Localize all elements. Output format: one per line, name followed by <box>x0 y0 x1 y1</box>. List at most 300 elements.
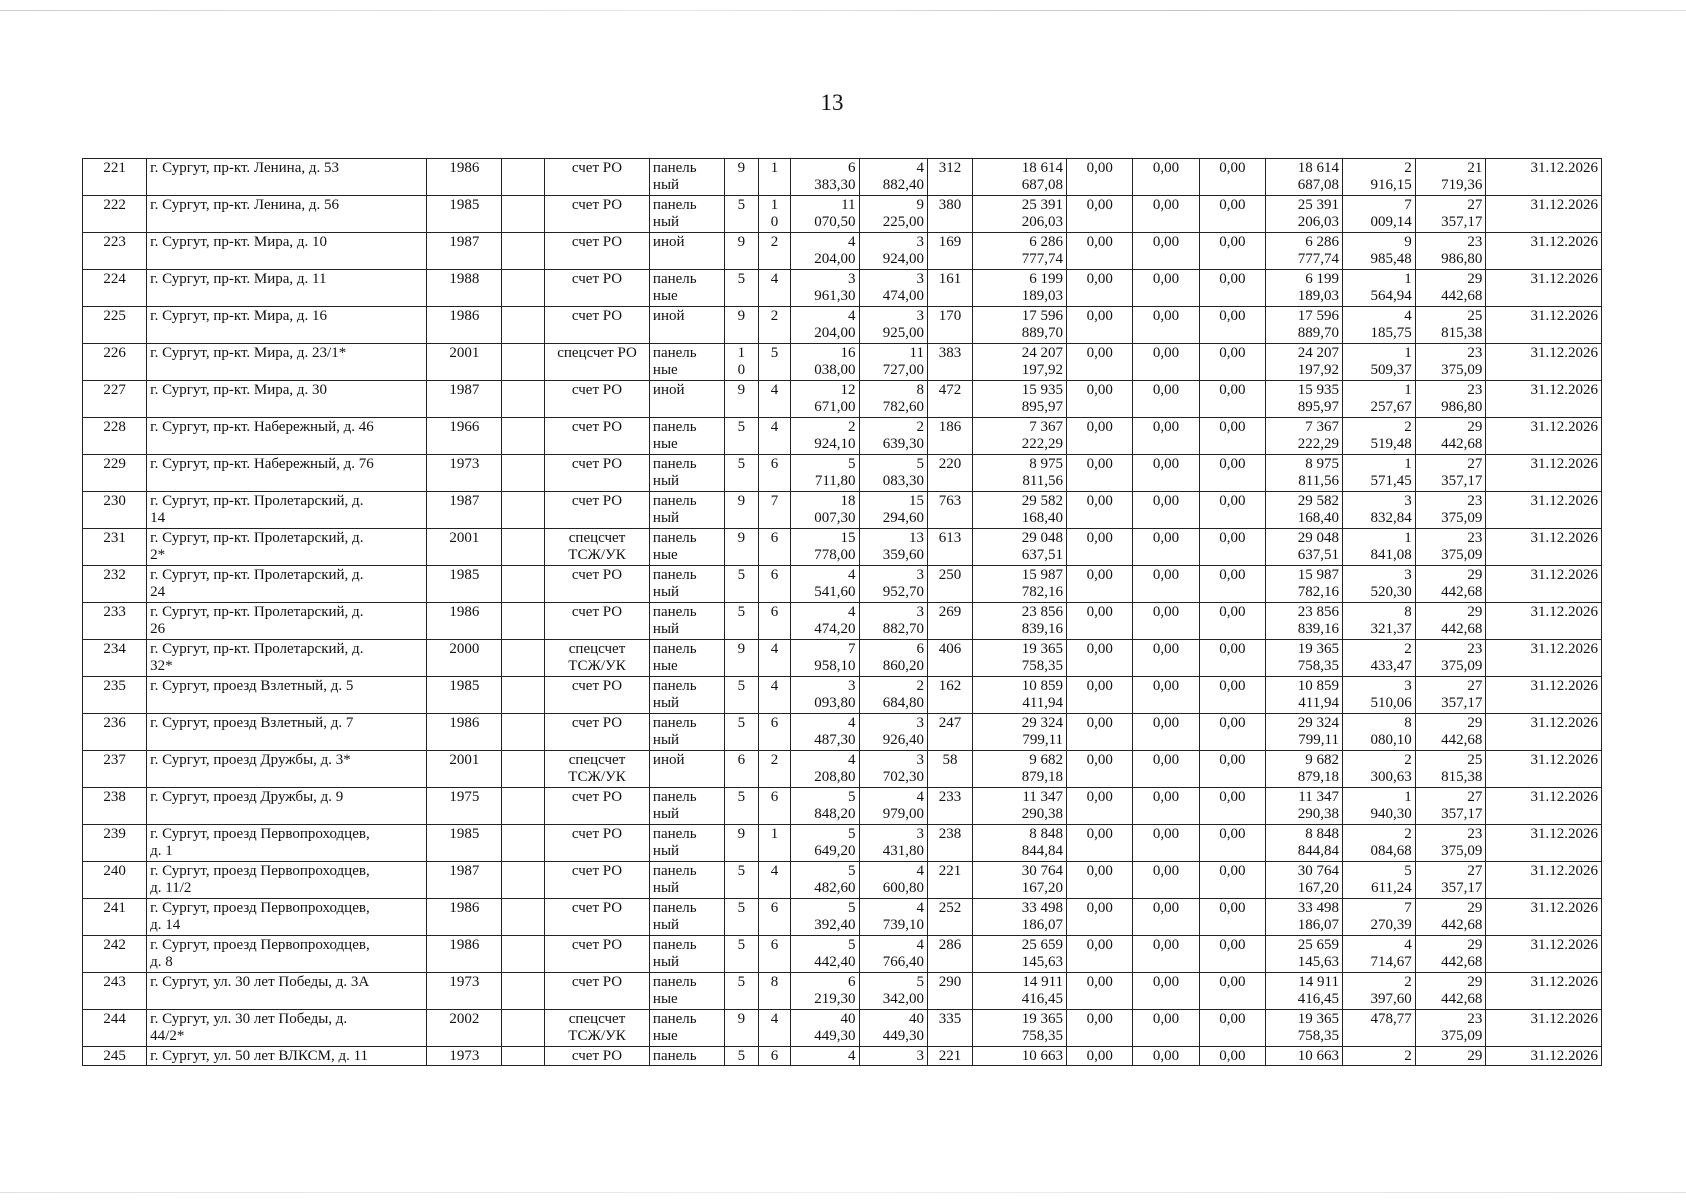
year-cell: 1973 <box>427 1047 502 1066</box>
cost-regional-cell: 0,00 <box>1133 529 1199 566</box>
cost-federal-cell: 0,00 <box>1067 899 1133 936</box>
cost-federal-cell: 0,00 <box>1067 640 1133 677</box>
entrances-cell: 2 <box>759 233 791 270</box>
address-cell: г. Сургут, проезд Взлетный, д. 5 <box>147 677 427 714</box>
living-area-cell: 8 782,60 <box>859 381 927 418</box>
living-area-cell: 3 <box>859 1047 927 1066</box>
fund-account-cell: счет РО <box>545 788 650 825</box>
total-area-cell: 40 449,30 <box>791 1010 859 1047</box>
cost-federal-cell: 0,00 <box>1067 270 1133 307</box>
entrances-cell: 6 <box>759 714 791 751</box>
entrances-cell: 4 <box>759 381 791 418</box>
cost-regional-cell: 0,00 <box>1133 566 1199 603</box>
fund-account-cell: счет РО <box>545 418 650 455</box>
deadline-cell: 31.12.2026 <box>1486 159 1602 196</box>
max-unit-cost-cell: 25 815,38 <box>1415 751 1486 788</box>
residents-cell: 220 <box>928 455 973 492</box>
cost-total-cell: 7 367 222,29 <box>972 418 1066 455</box>
cost-owners-cell: 24 207 197,92 <box>1265 344 1342 381</box>
total-area-cell: 4 208,80 <box>791 751 859 788</box>
cost-owners-cell: 7 367 222,29 <box>1265 418 1342 455</box>
cost-total-cell: 30 764 167,20 <box>972 862 1066 899</box>
wall-material-cell: панель ный <box>649 788 724 825</box>
unit-cost-cell: 1 509,37 <box>1343 344 1416 381</box>
floors-cell: 9 <box>724 640 758 677</box>
table-row <box>83 529 1602 566</box>
cost-federal-cell: 0,00 <box>1067 677 1133 714</box>
cost-owners-cell: 10 859 411,94 <box>1265 677 1342 714</box>
total-area-cell: 5 482,60 <box>791 862 859 899</box>
blank-cell <box>502 1047 545 1066</box>
fund-account-cell: счет РО <box>545 677 650 714</box>
unit-cost-cell: 2 300,63 <box>1343 751 1416 788</box>
address-cell: г. Сургут, пр-кт. Мира, д. 23/1* <box>147 344 427 381</box>
fund-account-cell: счет РО <box>545 862 650 899</box>
blank-cell <box>502 381 545 418</box>
year-cell: 1986 <box>427 307 502 344</box>
entrances-cell: 1 0 <box>759 196 791 233</box>
blank-cell <box>502 1010 545 1047</box>
year-cell: 1986 <box>427 159 502 196</box>
unit-cost-cell: 4 185,75 <box>1343 307 1416 344</box>
cost-local-cell: 0,00 <box>1199 973 1265 1010</box>
entrances-cell: 4 <box>759 640 791 677</box>
cost-federal-cell: 0,00 <box>1067 344 1133 381</box>
unit-cost-cell: 3 510,06 <box>1343 677 1416 714</box>
year-cell: 1987 <box>427 862 502 899</box>
row-number-cell: 234 <box>83 640 147 677</box>
year-cell: 1985 <box>427 196 502 233</box>
max-unit-cost-cell: 29 442,68 <box>1415 270 1486 307</box>
total-area-cell: 4 <box>791 1047 859 1066</box>
living-area-cell: 40 449,30 <box>859 1010 927 1047</box>
unit-cost-cell: 2 433,47 <box>1343 640 1416 677</box>
deadline-cell: 31.12.2026 <box>1486 973 1602 1010</box>
cost-local-cell: 0,00 <box>1199 936 1265 973</box>
cost-regional-cell: 0,00 <box>1133 677 1199 714</box>
year-cell: 2001 <box>427 751 502 788</box>
wall-material-cell: панель ный <box>649 862 724 899</box>
fund-account-cell: счет РО <box>545 455 650 492</box>
living-area-cell: 3 925,00 <box>859 307 927 344</box>
cost-total-cell: 10 663 <box>972 1047 1066 1066</box>
cost-local-cell: 0,00 <box>1199 714 1265 751</box>
fund-account-cell: спецсчет ТСЖ/УК <box>545 640 650 677</box>
entrances-cell: 4 <box>759 677 791 714</box>
year-cell: 1985 <box>427 677 502 714</box>
floors-cell: 6 <box>724 751 758 788</box>
table-row <box>83 1010 1602 1047</box>
residents-cell: 186 <box>928 418 973 455</box>
cost-total-cell: 29 048 637,51 <box>972 529 1066 566</box>
living-area-cell: 3 924,00 <box>859 233 927 270</box>
max-unit-cost-cell: 29 442,68 <box>1415 714 1486 751</box>
wall-material-cell: панель ные <box>649 270 724 307</box>
cost-total-cell: 19 365 758,35 <box>972 640 1066 677</box>
row-number-cell: 230 <box>83 492 147 529</box>
wall-material-cell: панель ный <box>649 825 724 862</box>
cost-total-cell: 25 391 206,03 <box>972 196 1066 233</box>
cost-local-cell: 0,00 <box>1199 344 1265 381</box>
table-row <box>83 492 1602 529</box>
residents-cell: 162 <box>928 677 973 714</box>
year-cell: 1985 <box>427 825 502 862</box>
entrances-cell: 6 <box>759 603 791 640</box>
cost-owners-cell: 17 596 889,70 <box>1265 307 1342 344</box>
cost-total-cell: 8 975 811,56 <box>972 455 1066 492</box>
fund-account-cell: спецсчет ТСЖ/УК <box>545 529 650 566</box>
entrances-cell: 6 <box>759 1047 791 1066</box>
cost-owners-cell: 29 048 637,51 <box>1265 529 1342 566</box>
unit-cost-cell: 8 080,10 <box>1343 714 1416 751</box>
cost-local-cell: 0,00 <box>1199 233 1265 270</box>
max-unit-cost-cell: 21 719,36 <box>1415 159 1486 196</box>
wall-material-cell: панель ный <box>649 492 724 529</box>
table-row <box>83 899 1602 936</box>
table-row <box>83 233 1602 270</box>
living-area-cell: 3 431,80 <box>859 825 927 862</box>
table-row <box>83 862 1602 899</box>
total-area-cell: 4 474,20 <box>791 603 859 640</box>
cost-total-cell: 33 498 186,07 <box>972 899 1066 936</box>
year-cell: 1988 <box>427 270 502 307</box>
residents-cell: 286 <box>928 936 973 973</box>
cost-federal-cell: 0,00 <box>1067 566 1133 603</box>
floors-cell: 5 <box>724 270 758 307</box>
fund-account-cell: счет РО <box>545 566 650 603</box>
cost-total-cell: 23 856 839,16 <box>972 603 1066 640</box>
living-area-cell: 4 979,00 <box>859 788 927 825</box>
cost-owners-cell: 23 856 839,16 <box>1265 603 1342 640</box>
floors-cell: 5 <box>724 677 758 714</box>
floors-cell: 9 <box>724 159 758 196</box>
deadline-cell: 31.12.2026 <box>1486 381 1602 418</box>
year-cell: 1975 <box>427 788 502 825</box>
deadline-cell: 31.12.2026 <box>1486 899 1602 936</box>
residents-cell: 312 <box>928 159 973 196</box>
total-area-cell: 12 671,00 <box>791 381 859 418</box>
cost-federal-cell: 0,00 <box>1067 307 1133 344</box>
deadline-cell: 31.12.2026 <box>1486 307 1602 344</box>
blank-cell <box>502 307 545 344</box>
cost-federal-cell: 0,00 <box>1067 862 1133 899</box>
floors-cell: 5 <box>724 899 758 936</box>
row-number-cell: 239 <box>83 825 147 862</box>
deadline-cell: 31.12.2026 <box>1486 640 1602 677</box>
deadline-cell: 31.12.2026 <box>1486 233 1602 270</box>
cost-regional-cell: 0,00 <box>1133 862 1199 899</box>
cost-regional-cell: 0,00 <box>1133 751 1199 788</box>
fund-account-cell: счет РО <box>545 492 650 529</box>
unit-cost-cell: 5 611,24 <box>1343 862 1416 899</box>
entrances-cell: 4 <box>759 270 791 307</box>
total-area-cell: 5 711,80 <box>791 455 859 492</box>
living-area-cell: 3 926,40 <box>859 714 927 751</box>
row-number-cell: 221 <box>83 159 147 196</box>
wall-material-cell: иной <box>649 751 724 788</box>
living-area-cell: 4 739,10 <box>859 899 927 936</box>
blank-cell <box>502 196 545 233</box>
table-row <box>83 307 1602 344</box>
max-unit-cost-cell: 27 357,17 <box>1415 196 1486 233</box>
cost-federal-cell: 0,00 <box>1067 714 1133 751</box>
cost-owners-cell: 11 347 290,38 <box>1265 788 1342 825</box>
residents-cell: 250 <box>928 566 973 603</box>
total-area-cell: 4 204,00 <box>791 307 859 344</box>
floors-cell: 5 <box>724 418 758 455</box>
cost-owners-cell: 19 365 758,35 <box>1265 1010 1342 1047</box>
residents-cell: 380 <box>928 196 973 233</box>
cost-regional-cell: 0,00 <box>1133 1010 1199 1047</box>
table-row <box>83 455 1602 492</box>
total-area-cell: 4 204,00 <box>791 233 859 270</box>
living-area-cell: 9 225,00 <box>859 196 927 233</box>
unit-cost-cell: 7 270,39 <box>1343 899 1416 936</box>
wall-material-cell: панель ный <box>649 159 724 196</box>
unit-cost-cell: 2 916,15 <box>1343 159 1416 196</box>
cost-owners-cell: 9 682 879,18 <box>1265 751 1342 788</box>
floors-cell: 9 <box>724 307 758 344</box>
cost-total-cell: 8 848 844,84 <box>972 825 1066 862</box>
cost-regional-cell: 0,00 <box>1133 270 1199 307</box>
cost-local-cell: 0,00 <box>1199 566 1265 603</box>
cost-local-cell: 0,00 <box>1199 492 1265 529</box>
address-cell: г. Сургут, ул. 30 лет Победы, д. 44/2* <box>147 1010 427 1047</box>
row-number-cell: 235 <box>83 677 147 714</box>
floors-cell: 9 <box>724 529 758 566</box>
cost-local-cell: 0,00 <box>1199 1010 1265 1047</box>
year-cell: 1987 <box>427 233 502 270</box>
address-cell: г. Сургут, пр-кт. Набережный, д. 46 <box>147 418 427 455</box>
housing-table <box>82 158 1602 1066</box>
max-unit-cost-cell: 29 442,68 <box>1415 899 1486 936</box>
cost-federal-cell: 0,00 <box>1067 418 1133 455</box>
wall-material-cell: панель ные <box>649 344 724 381</box>
cost-federal-cell: 0,00 <box>1067 455 1133 492</box>
blank-cell <box>502 714 545 751</box>
cost-total-cell: 19 365 758,35 <box>972 1010 1066 1047</box>
fund-account-cell: счет РО <box>545 936 650 973</box>
floors-cell: 9 <box>724 1010 758 1047</box>
address-cell: г. Сургут, пр-кт. Пролетарский, д. 24 <box>147 566 427 603</box>
cost-local-cell: 0,00 <box>1199 788 1265 825</box>
total-area-cell: 5 649,20 <box>791 825 859 862</box>
max-unit-cost-cell: 27 357,17 <box>1415 862 1486 899</box>
wall-material-cell: панель ные <box>649 529 724 566</box>
max-unit-cost-cell: 23 375,09 <box>1415 529 1486 566</box>
residents-cell: 169 <box>928 233 973 270</box>
entrances-cell: 6 <box>759 936 791 973</box>
address-cell: г. Сургут, пр-кт. Пролетарский, д. 14 <box>147 492 427 529</box>
cost-federal-cell: 0,00 <box>1067 159 1133 196</box>
fund-account-cell: спецсчет РО <box>545 344 650 381</box>
address-cell: г. Сургут, пр-кт. Мира, д. 30 <box>147 381 427 418</box>
cost-total-cell: 15 987 782,16 <box>972 566 1066 603</box>
deadline-cell: 31.12.2026 <box>1486 788 1602 825</box>
residents-cell: 613 <box>928 529 973 566</box>
cost-owners-cell: 8 975 811,56 <box>1265 455 1342 492</box>
cost-regional-cell: 0,00 <box>1133 418 1199 455</box>
wall-material-cell: панель ные <box>649 418 724 455</box>
max-unit-cost-cell: 27 357,17 <box>1415 677 1486 714</box>
cost-federal-cell: 0,00 <box>1067 973 1133 1010</box>
fund-account-cell: счет РО <box>545 196 650 233</box>
living-area-cell: 3 882,70 <box>859 603 927 640</box>
address-cell: г. Сургут, проезд Дружбы, д. 9 <box>147 788 427 825</box>
cost-owners-cell: 18 614 687,08 <box>1265 159 1342 196</box>
deadline-cell: 31.12.2026 <box>1486 196 1602 233</box>
entrances-cell: 5 <box>759 344 791 381</box>
max-unit-cost-cell: 29 <box>1415 1047 1486 1066</box>
deadline-cell: 31.12.2026 <box>1486 1010 1602 1047</box>
cost-owners-cell: 25 391 206,03 <box>1265 196 1342 233</box>
living-area-cell: 3 952,70 <box>859 566 927 603</box>
row-number-cell: 244 <box>83 1010 147 1047</box>
cost-regional-cell: 0,00 <box>1133 899 1199 936</box>
residents-cell: 233 <box>928 788 973 825</box>
cost-total-cell: 9 682 879,18 <box>972 751 1066 788</box>
deadline-cell: 31.12.2026 <box>1486 677 1602 714</box>
blank-cell <box>502 492 545 529</box>
fund-account-cell: счет РО <box>545 159 650 196</box>
deadline-cell: 31.12.2026 <box>1486 862 1602 899</box>
scan-top-edge <box>0 10 1686 11</box>
blank-cell <box>502 344 545 381</box>
unit-cost-cell: 1 257,67 <box>1343 381 1416 418</box>
unit-cost-cell: 1 841,08 <box>1343 529 1416 566</box>
row-number-cell: 236 <box>83 714 147 751</box>
floors-cell: 9 <box>724 492 758 529</box>
residents-cell: 238 <box>928 825 973 862</box>
cost-regional-cell: 0,00 <box>1133 788 1199 825</box>
cost-regional-cell: 0,00 <box>1133 1047 1199 1066</box>
living-area-cell: 5 083,30 <box>859 455 927 492</box>
row-number-cell: 241 <box>83 899 147 936</box>
deadline-cell: 31.12.2026 <box>1486 714 1602 751</box>
cost-owners-cell: 33 498 186,07 <box>1265 899 1342 936</box>
year-cell: 1987 <box>427 381 502 418</box>
blank-cell <box>502 270 545 307</box>
unit-cost-cell: 7 009,14 <box>1343 196 1416 233</box>
cost-owners-cell: 19 365 758,35 <box>1265 640 1342 677</box>
year-cell: 1986 <box>427 899 502 936</box>
row-number-cell: 243 <box>83 973 147 1010</box>
fund-account-cell: счет РО <box>545 899 650 936</box>
max-unit-cost-cell: 27 357,17 <box>1415 788 1486 825</box>
blank-cell <box>502 973 545 1010</box>
address-cell: г. Сургут, пр-кт. Мира, д. 10 <box>147 233 427 270</box>
year-cell: 1966 <box>427 418 502 455</box>
entrances-cell: 1 <box>759 825 791 862</box>
blank-cell <box>502 677 545 714</box>
cost-federal-cell: 0,00 <box>1067 529 1133 566</box>
floors-cell: 5 <box>724 862 758 899</box>
total-area-cell: 15 778,00 <box>791 529 859 566</box>
residents-cell: 472 <box>928 381 973 418</box>
blank-cell <box>502 159 545 196</box>
table-row <box>83 751 1602 788</box>
unit-cost-cell: 3 832,84 <box>1343 492 1416 529</box>
blank-cell <box>502 862 545 899</box>
deadline-cell: 31.12.2026 <box>1486 825 1602 862</box>
unit-cost-cell: 2 084,68 <box>1343 825 1416 862</box>
address-cell: г. Сургут, пр-кт. Пролетарский, д. 32* <box>147 640 427 677</box>
year-cell: 2000 <box>427 640 502 677</box>
floors-cell: 9 <box>724 233 758 270</box>
address-cell: г. Сургут, ул. 50 лет ВЛКСМ, д. 11 <box>147 1047 427 1066</box>
cost-local-cell: 0,00 <box>1199 825 1265 862</box>
blank-cell <box>502 640 545 677</box>
unit-cost-cell: 1 564,94 <box>1343 270 1416 307</box>
row-number-cell: 240 <box>83 862 147 899</box>
cost-total-cell: 14 911 416,45 <box>972 973 1066 1010</box>
blank-cell <box>502 603 545 640</box>
cost-regional-cell: 0,00 <box>1133 344 1199 381</box>
fund-account-cell: спецсчет ТСЖ/УК <box>545 751 650 788</box>
cost-federal-cell: 0,00 <box>1067 1047 1133 1066</box>
unit-cost-cell: 3 520,30 <box>1343 566 1416 603</box>
address-cell: г. Сургут, проезд Первопроходцев, д. 8 <box>147 936 427 973</box>
wall-material-cell: панель ные <box>649 973 724 1010</box>
table-row <box>83 973 1602 1010</box>
fund-account-cell: счет РО <box>545 973 650 1010</box>
max-unit-cost-cell: 27 357,17 <box>1415 455 1486 492</box>
entrances-cell: 6 <box>759 566 791 603</box>
residents-cell: 247 <box>928 714 973 751</box>
residents-cell: 335 <box>928 1010 973 1047</box>
cost-total-cell: 11 347 290,38 <box>972 788 1066 825</box>
unit-cost-cell: 2 397,60 <box>1343 973 1416 1010</box>
table-row <box>83 344 1602 381</box>
cost-regional-cell: 0,00 <box>1133 381 1199 418</box>
residents-cell: 269 <box>928 603 973 640</box>
row-number-cell: 238 <box>83 788 147 825</box>
address-cell: г. Сургут, проезд Взлетный, д. 7 <box>147 714 427 751</box>
cost-total-cell: 29 324 799,11 <box>972 714 1066 751</box>
year-cell: 1985 <box>427 566 502 603</box>
living-area-cell: 3 474,00 <box>859 270 927 307</box>
cost-local-cell: 0,00 <box>1199 418 1265 455</box>
year-cell: 2002 <box>427 1010 502 1047</box>
row-number-cell: 227 <box>83 381 147 418</box>
fund-account-cell: счет РО <box>545 1047 650 1066</box>
fund-account-cell: счет РО <box>545 381 650 418</box>
cost-federal-cell: 0,00 <box>1067 751 1133 788</box>
cost-local-cell: 0,00 <box>1199 1047 1265 1066</box>
wall-material-cell: иной <box>649 307 724 344</box>
row-number-cell: 228 <box>83 418 147 455</box>
cost-local-cell: 0,00 <box>1199 159 1265 196</box>
entrances-cell: 6 <box>759 788 791 825</box>
living-area-cell: 15 294,60 <box>859 492 927 529</box>
living-area-cell: 2 639,30 <box>859 418 927 455</box>
scan-bottom-edge <box>0 1192 1686 1193</box>
floors-cell: 5 <box>724 1047 758 1066</box>
wall-material-cell: панель ный <box>649 677 724 714</box>
max-unit-cost-cell: 23 375,09 <box>1415 825 1486 862</box>
address-cell: г. Сургут, проезд Дружбы, д. 3* <box>147 751 427 788</box>
wall-material-cell: панель <box>649 1047 724 1066</box>
living-area-cell: 13 359,60 <box>859 529 927 566</box>
unit-cost-cell: 8 321,37 <box>1343 603 1416 640</box>
address-cell: г. Сургут, пр-кт. Ленина, д. 56 <box>147 196 427 233</box>
living-area-cell: 11 727,00 <box>859 344 927 381</box>
floors-cell: 5 <box>724 936 758 973</box>
cost-owners-cell: 6 199 189,03 <box>1265 270 1342 307</box>
total-area-cell: 18 007,30 <box>791 492 859 529</box>
year-cell: 1973 <box>427 455 502 492</box>
year-cell: 1987 <box>427 492 502 529</box>
